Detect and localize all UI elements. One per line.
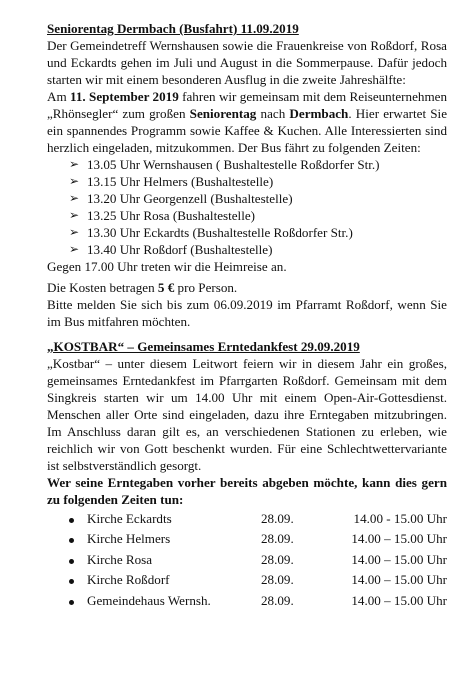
arrow-bullet-icon: ➢ (69, 191, 80, 205)
section2-heading: „KOSTBAR“ – Gemeinsames Erntedankfest 29.09.2019 (47, 339, 360, 354)
cost-amount: 5 € (157, 280, 175, 295)
list-item: ➢ 13.40 Uhr Roßdorf (Bushaltestelle) (69, 242, 273, 257)
arrow-bullet-icon: ➢ (69, 208, 80, 222)
list-item: ➢ 13.20 Uhr Georgenzell (Bushaltestelle) (69, 191, 293, 206)
list-item: ➢ 13.15 Uhr Helmers (Bushaltestelle) (69, 174, 274, 189)
table-row: Gemeindehaus Wernsh. 28.09. 14.00 – 15.00 Uhr (69, 590, 447, 611)
bullet-icon (69, 538, 74, 543)
event-place: Dermbach (289, 106, 349, 121)
bus-stop-list (47, 156, 447, 258)
signup-info: Bitte melden Sie sich bis zum 06.09.2019 im Pfarramt Roßdorf, wenn Sie im Bus mitfahren möchten. (47, 297, 447, 329)
section1-intro: Der Gemeindetreff Wernshausen sowie die Frauenkreise von Roßdorf, Rosa und Eckardts gehen im Juli und August in die Sommerpause. Dafür jedoch starten wir mit einem besonderen Ausflug in die zweite Jahreshälfte: (47, 38, 447, 87)
arrow-bullet-icon: ➢ (69, 225, 80, 239)
arrow-bullet-icon: ➢ (69, 174, 80, 188)
section2-dropoff-intro: Wer seine Erntegaben vorher bereits abgeben möchte, kann dies gern zu folgenden Zeiten tun: (47, 475, 447, 507)
table-row: Kirche Roßdorf 28.09. 14.00 – 15.00 Uhr (69, 570, 447, 591)
document-page (47, 20, 447, 611)
return-time: Gegen 17.00 Uhr treten wir die Heimreise an. (47, 259, 287, 274)
dropoff-table (69, 508, 447, 611)
list-item: ➢ 13.30 Uhr Eckardts (Bushaltestelle Roßdorfer Str.) (69, 225, 353, 240)
list-item: ➢ 13.05 Uhr Wernshausen ( Bushaltestelle Roßdorfer Str.) (69, 157, 380, 172)
bullet-icon (69, 600, 74, 605)
bullet-icon (69, 518, 74, 523)
event-name: Seniorentag (189, 106, 257, 121)
bullet-icon (69, 579, 74, 584)
section1-details: Am 11. September 2019 fahren wir gemeinsam mit dem Reiseunternehmen „Rhönsegler“ zum großen Seniorentag nach Dermbach. Hier erwartet Sie ein spannendes Programm sowie Kaffee & Kuchen. Alle Interessierten sind herzlich eingeladen, mitzukommen. Der Bus fährt zu folgenden Zeiten: (47, 89, 448, 155)
arrow-bullet-icon: ➢ (69, 157, 80, 171)
cost-info: Die Kosten betragen 5 € pro Person. (47, 280, 238, 295)
table-row: Kirche Eckardts 28.09. 14.00 - 15.00 Uhr (69, 508, 447, 529)
arrow-bullet-icon: ➢ (69, 242, 80, 256)
section1-heading: Seniorentag Dermbach (Busfahrt) 11.09.2019 (47, 21, 299, 36)
table-row: Kirche Rosa 28.09. 14.00 – 15.00 Uhr (69, 549, 447, 570)
bullet-icon (69, 559, 74, 564)
event-date: 11. September 2019 (70, 89, 179, 104)
list-item: ➢ 13.25 Uhr Rosa (Bushaltestelle) (69, 208, 256, 223)
section2-body: „Kostbar“ – unter diesem Leitwort feiern wir in diesem Jahr ein großes, gemeinsames Erntedankfest im Pfarrgarten Roßdorf. Gemeinsam mit dem Singkreis starten wir um 14.00 Uhr mit einem Open-Air-Gottesdienst. Menschen aller Orte sind eingeladen, dazu ihre Erntegaben mitzubringen. Im Anschluss daran gilt es, an verschiedenen Stationen zu erleben, wie reichlich wir von Gott beschenkt wurden. Für eine Schlechtwettervariante ist selbstverständlich gesorgt. (47, 356, 447, 473)
table-row: Kirche Helmers 28.09. 14.00 – 15.00 Uhr (69, 529, 447, 550)
